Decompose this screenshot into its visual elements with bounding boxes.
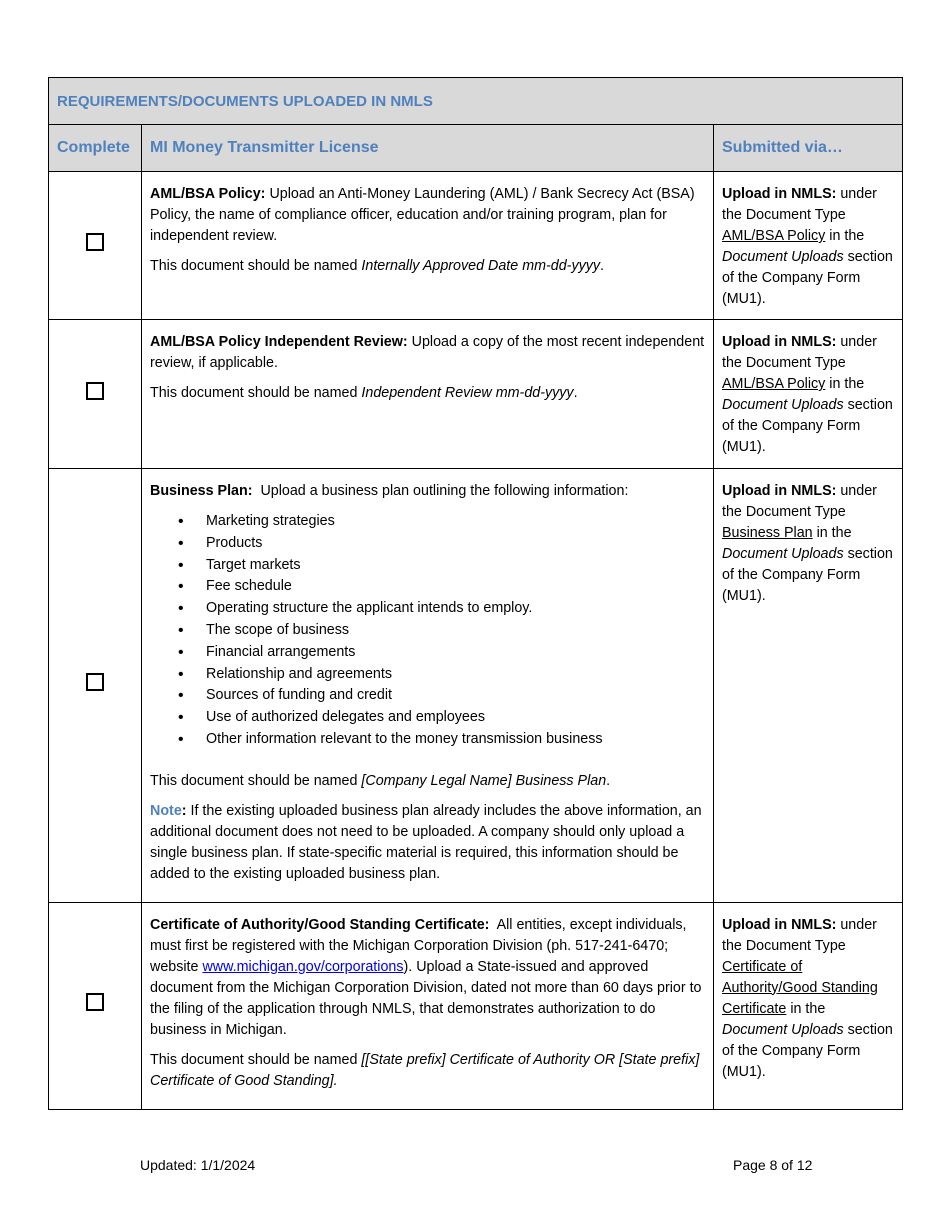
table-row	[49, 172, 903, 320]
submitted-mid: in the	[825, 228, 865, 244]
business-plan-list	[150, 511, 705, 751]
document-name-intro: This document should be named	[150, 385, 362, 401]
note-label: Note	[150, 802, 182, 819]
submitted-pre: under the Document Type	[722, 483, 877, 520]
submitted-mid: in the	[825, 376, 865, 392]
document-name-intro: This document should be named	[150, 1051, 362, 1068]
submitted-cell	[714, 320, 903, 469]
submitted-mid: in the	[786, 1000, 826, 1017]
requirement-text: Upload an Anti-Money Laundering (AML) / Bank Secrecy Act (BSA) Policy, the name of compliance officer, education and/or training program, plan for independent review.	[150, 186, 695, 244]
list-item: • Products	[206, 533, 705, 555]
document-name-intro: This document should be named	[150, 772, 362, 789]
document-name-line	[150, 771, 705, 792]
list-item: • The scope of business	[206, 620, 705, 642]
complete-checkbox[interactable]	[86, 382, 104, 400]
document-name-end: .	[600, 258, 605, 274]
section-name: Document Uploads	[722, 249, 844, 265]
list-item: • Operating structure the applicant intends to employ.	[206, 598, 705, 620]
submitted-post: section of the Company Form (MU1).	[722, 546, 893, 604]
list-item: • Fee schedule	[206, 576, 705, 598]
requirement-heading: AML/BSA Policy Independent Review:	[150, 334, 408, 350]
submitted-pre: under the Document Type	[722, 186, 877, 223]
requirement-desc	[150, 184, 705, 247]
list-item: • Target markets	[206, 555, 705, 577]
requirement-text-pre: All entities, except individuals, must first be registered with the Michigan Corporation Division (ph. 517-241-6470; website	[150, 916, 687, 975]
document-type: AML/BSA Policy	[722, 228, 826, 244]
document-name-line	[150, 256, 705, 277]
requirement-cell	[142, 902, 714, 1109]
table-title: REQUIREMENTS/DOCUMENTS UPLOADED IN NMLS	[57, 93, 433, 110]
requirement-desc	[150, 915, 705, 1041]
document-type: Business Plan	[722, 525, 813, 541]
requirement-cell	[142, 172, 714, 320]
list-item: • Financial arrangements	[206, 642, 705, 664]
table-row	[49, 320, 903, 469]
submitted-lead: Upload in NMLS:	[722, 483, 837, 499]
complete-cell	[49, 172, 142, 320]
requirements-table	[48, 77, 903, 1110]
document-name-value: [Company Legal Name] Business Plan	[361, 772, 607, 789]
document-type: Certificate of Authority/Good Standing Certificate	[722, 958, 878, 1017]
requirement-text: Upload a copy of the most recent independent review, if applicable.	[150, 334, 705, 371]
complete-checkbox[interactable]	[86, 673, 104, 691]
document-name-value: [[State prefix] Certificate of Authority OR [State prefix] Certificate of Good Standing].	[150, 1051, 700, 1089]
requirement-text: Upload a business plan outlining the following information:	[260, 483, 629, 499]
document-name-intro: This document should be named	[150, 258, 362, 274]
note-paragraph	[150, 801, 705, 885]
document-name-line	[150, 1050, 705, 1092]
complete-checkbox[interactable]	[86, 233, 104, 251]
list-item: • Marketing strategies	[206, 511, 705, 533]
requirement-heading: Certificate of Authority/Good Standing Certificate:	[150, 916, 490, 933]
complete-cell	[49, 902, 142, 1109]
table-row	[49, 902, 903, 1109]
section-name: Document Uploads	[722, 397, 844, 413]
complete-checkbox[interactable]	[86, 993, 104, 1011]
section-name: Document Uploads	[722, 546, 844, 562]
note-colon: :	[181, 802, 187, 819]
document-name-value: Independent Review mm-dd-yyyy	[361, 385, 574, 401]
submitted-cell	[714, 172, 903, 320]
requirement-heading: Business Plan:	[150, 483, 253, 499]
header-submitted-cell	[714, 125, 903, 172]
document-type: AML/BSA Policy	[722, 376, 826, 392]
document-name-value: Internally Approved Date mm-dd-yyyy	[361, 258, 601, 274]
requirement-cell	[142, 320, 714, 469]
list-item: • Other information relevant to the money transmission business	[206, 729, 705, 751]
header-license-cell	[142, 125, 714, 172]
requirement-text-post: ). Upload a State-issued and approved document from the Michigan Corporation Division, dated not more than 60 days prior to the filing of the application through NMLS, that demonstrates authorization to do business in Michigan.	[150, 958, 702, 1038]
footer-page-number: Page 8 of 12	[733, 1157, 813, 1173]
header-submitted: Submitted via…	[722, 139, 843, 156]
complete-cell	[49, 320, 142, 469]
submitted-cell	[714, 469, 903, 903]
table-title-cell	[49, 78, 903, 125]
list-item: • Use of authorized delegates and employees	[206, 707, 705, 729]
requirement-desc	[150, 481, 705, 502]
submitted-post: section of the Company Form (MU1).	[722, 1021, 893, 1080]
requirement-desc	[150, 332, 705, 374]
submitted-post: section of the Company Form (MU1).	[722, 249, 893, 307]
list-item: • Sources of funding and credit	[206, 685, 705, 707]
submitted-pre: under the Document Type	[722, 916, 877, 954]
table-row	[49, 469, 903, 903]
header-license: MI Money Transmitter License	[150, 139, 379, 156]
header-complete-cell	[49, 125, 142, 172]
requirement-cell	[142, 469, 714, 903]
submitted-lead: Upload in NMLS:	[722, 916, 837, 933]
corporations-link[interactable]: www.michigan.gov/corporations	[202, 958, 404, 975]
submitted-mid: in the	[812, 525, 852, 541]
submitted-pre: under the Document Type	[722, 334, 877, 371]
submitted-cell	[714, 902, 903, 1109]
footer-updated: Updated: 1/1/2024	[140, 1157, 256, 1173]
list-item: • Relationship and agreements	[206, 664, 705, 686]
section-name: Document Uploads	[722, 1021, 844, 1038]
document-name-end: .	[606, 772, 611, 789]
submitted-lead: Upload in NMLS:	[722, 334, 837, 350]
header-complete: Complete	[57, 139, 130, 156]
submitted-lead: Upload in NMLS:	[722, 186, 837, 202]
complete-cell	[49, 469, 142, 903]
document-name-line	[150, 383, 705, 404]
requirement-heading: AML/BSA Policy:	[150, 186, 266, 202]
header-row	[49, 125, 903, 172]
note-text: If the existing uploaded business plan already includes the above information, an additional document does not need to be uploaded. A company should only upload a single business plan. If state-specific material is required, this information should be added to the existing uploaded business plan.	[150, 802, 702, 882]
submitted-post: section of the Company Form (MU1).	[722, 397, 893, 455]
document-name-end: .	[573, 385, 578, 401]
